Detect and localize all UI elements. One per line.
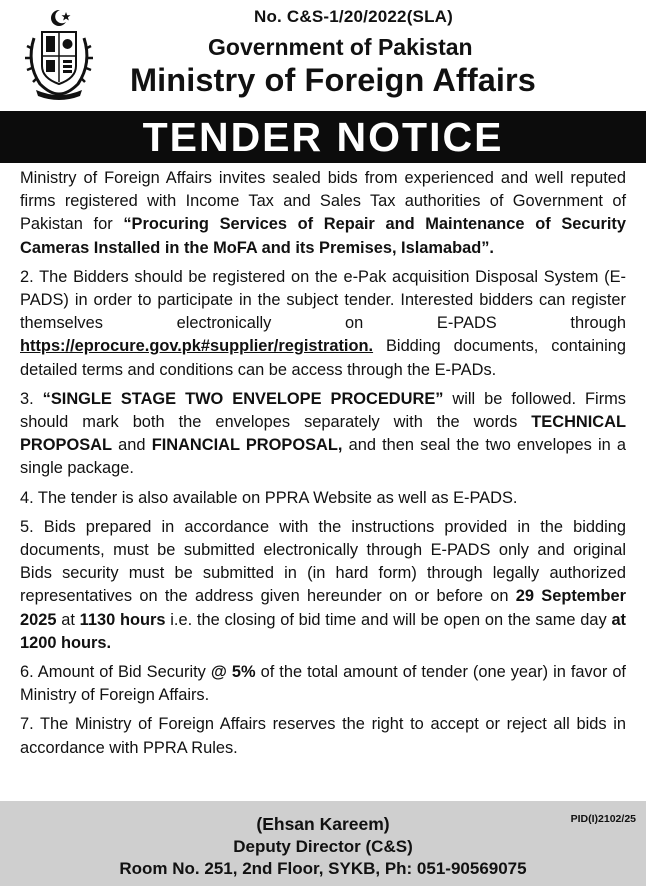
para3-num: 3. <box>20 389 43 408</box>
para3-text-a: will be followed. Firms should mark both the envelopes separately with the words <box>20 389 627 432</box>
para3-text-c: and then seal the two envelopes in a single package. <box>20 436 627 478</box>
notice-footer <box>0 801 646 886</box>
para5-text-c: i.e. the closing of bid time and will be open on the same day <box>165 610 612 629</box>
para1-text: Ministry of Foreign Affairs invites sealed bids from experienced and well reputed firms registered with Income Tax and Sales Tax authorities of Government of Pakistan for <box>20 169 626 234</box>
para2-text-b: Bidding documents, containing detailed terms and conditions can be access through the E-PADs. <box>20 337 626 379</box>
paragraph-1 <box>20 167 626 260</box>
registration-link[interactable]: https://eprocure.gov.pk#supplier/registration. <box>20 337 374 356</box>
para5-text-b: at <box>56 610 80 629</box>
bid-security-rate: @ 5% <box>210 663 256 682</box>
paragraph-6 <box>20 661 626 707</box>
notice-header <box>0 0 646 116</box>
para7-text: 7. The Ministry of Foreign Affairs reserves the right to accept or reject all bids in accordance with PPRA Rules. <box>20 715 626 757</box>
reference-number: No. C&S-1/20/2022(SLA) <box>254 7 454 26</box>
paragraph-4 <box>20 487 626 510</box>
paragraph-3 <box>20 388 626 481</box>
signatory-designation: Deputy Director (C&S) <box>233 837 413 856</box>
paragraph-2 <box>20 266 626 382</box>
para3-text-b: and <box>111 436 152 455</box>
para3-financial: FINANCIAL PROPOSAL, <box>151 436 343 455</box>
tender-notice-banner: TENDER NOTICE <box>0 111 646 163</box>
para3-technical: TECHNICAL PROPOSAL <box>20 413 626 455</box>
state-emblem-icon <box>22 8 96 100</box>
government-title: Government of Pakistan <box>208 34 473 60</box>
ministry-title: Ministry of Foreign Affairs <box>130 62 536 98</box>
contact-address: Room No. 251, 2nd Floor, SYKB, Ph: 051-90569075 <box>119 859 527 878</box>
para3-procedure: “SINGLE STAGE TWO ENVELOPE PROCEDURE” <box>42 389 444 408</box>
notice-body <box>20 167 626 766</box>
para6-text-a: 6. Amount of Bid Security <box>20 663 211 682</box>
paragraph-5 <box>20 516 626 655</box>
para6-text-b: of the total amount of tender (one year) in favor of Ministry of Foreign Affairs. <box>20 663 626 705</box>
signatory-name: (Ehsan Kareem) <box>256 814 390 834</box>
para5-text-a: 5. Bids prepared in accordance with the instructions provided in the bidding documents, must be submitted electronically through E-PADS only and original Bids security must be submitted in (in hard form) through legally authorized representatives on the address given hereunder on or before on <box>20 517 626 606</box>
para1-subject: “Procuring Services of Repair and Maintenance of Security Cameras Installed in the MoFA and its Premises, Islamabad”. <box>20 215 626 257</box>
para2-text-a: 2. The Bidders should be registered on the e-Pak acquisition Disposal System (E-PADS) in order to participate in the subject tender. Interested bidders can register themselves electronically on E-PADS through <box>20 267 626 333</box>
para4-text: 4. The tender is also available on PPRA Website as well as E-PADS. <box>20 488 518 507</box>
pid-number: PID(I)2102/25 <box>570 813 636 825</box>
paragraph-7 <box>20 713 626 759</box>
closing-time: 1130 hours <box>79 610 166 629</box>
closing-date: 29 September 2025 <box>20 587 627 629</box>
opening-time: at 1200 hours. <box>20 610 627 652</box>
